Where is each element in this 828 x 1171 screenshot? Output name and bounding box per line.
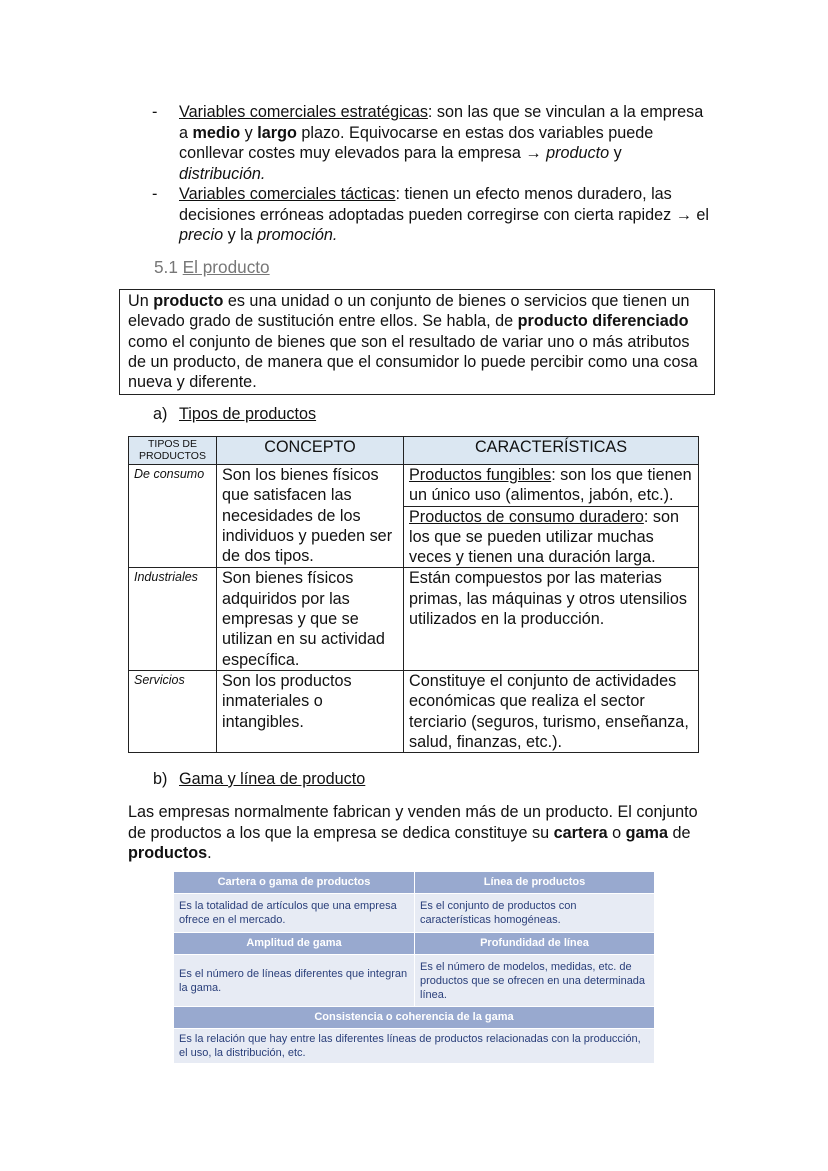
gama-cell-cartera: Es la totalidad de artículos que una empresa ofrece en el mercado. — [174, 894, 414, 932]
subheading-gama: b) Gama y línea de producto — [153, 770, 366, 788]
cell-concepto: Son los bienes físicos que satisfacen las necesidades de los individuos y pueden ser de dos tipos. — [217, 465, 404, 568]
header-caracteristicas: CARACTERÍSTICAS — [404, 437, 699, 465]
gama-header-linea: Línea de productos — [414, 872, 654, 893]
gama-cell-amplitud: Es el número de líneas diferentes que integran la gama. — [174, 955, 414, 1006]
subheading-tipos: a) Tipos de productos — [153, 405, 317, 423]
gama-intro-paragraph: Las empresas normalmente fabrican y venden más de un producto. El conjunto de productos a los que la empresa se dedica constituye su cartera o gama de productos. — [128, 803, 698, 862]
table-header-row — [129, 437, 699, 465]
list-item-estrategicas: - Variables comerciales estratégicas: son las que se vinculan a la empresa a medio y largo plazo. Equivocarse en estas dos variables puede conllevar costes muy elevados para la empresa → producto y distribución. — [152, 103, 704, 183]
cell-caracteristica: Productos de consumo duradero: son los que se pueden utilizar muchas veces y tienen una duración larga. — [404, 506, 699, 568]
gama-table — [174, 872, 654, 1063]
gama-header-amplitud: Amplitud de gama — [174, 933, 414, 954]
term-tacticas: Variables comerciales tácticas — [179, 185, 396, 203]
variables-list — [152, 102, 712, 246]
cell-tipo: Servicios — [129, 670, 217, 752]
cell-caracteristica: Productos fungibles: son los que tienen un único uso (alimentos, jabón, etc.). — [404, 465, 699, 507]
cell-concepto: Son bienes físicos adquiridos por las empresas y que se utilizan en su actividad específica. — [217, 568, 404, 670]
cell-concepto: Son los productos inmateriales o intangibles. — [217, 670, 404, 752]
cell-tipo: Industriales — [129, 568, 217, 670]
gama-cell-profundidad: Es el número de modelos, medidas, etc. de productos que se ofrecen en una determinada línea. — [414, 955, 654, 1006]
section-title: El producto — [182, 257, 270, 277]
table-row — [129, 568, 699, 670]
gama-cell-linea: Es el conjunto de productos con características homogéneas. — [414, 894, 654, 932]
term-estrategicas: Variables comerciales estratégicas — [179, 103, 428, 121]
section-heading: 5.1 El producto — [154, 257, 270, 277]
gama-cell-consistencia: Es la relación que hay entre las diferentes líneas de productos relacionadas con la producción, el uso, la distribución, etc. — [174, 1029, 654, 1063]
cell-tipo: De consumo — [129, 465, 217, 568]
table-row — [129, 670, 699, 752]
definition-box: Un producto es una unidad o un conjunto de bienes o servicios que tienen un elevado grado de sustitución entre ellos. Se habla, de producto diferenciado como el conjunto de bienes que son el resultado de variar uno o más atributos de un producto, de manera que el consumidor lo puede percibir como una cosa nueva y diferente. — [119, 289, 715, 395]
gama-header-cartera: Cartera o gama de productos — [174, 872, 414, 893]
table-row — [129, 465, 699, 507]
gama-header-consistencia: Consistencia o coherencia de la gama — [174, 1007, 654, 1028]
cell-caracteristica: Constituye el conjunto de actividades económicas que realiza el sector terciario (seguros, turismo, enseñanza, salud, finanzas, etc.). — [404, 670, 699, 752]
header-tipos: TIPOS DE PRODUCTOS — [129, 437, 217, 465]
cell-caracteristica: Están compuestos por las materias primas, las máquinas y otros utensilios utilizados en la producción. — [404, 568, 699, 670]
list-item-tacticas: - Variables comerciales tácticas: tienen un efecto menos duradero, las decisiones erróneas adoptadas pueden corregirse con cierta rapidez → el precio y la promoción. — [152, 185, 710, 244]
tipos-productos-table — [128, 436, 699, 753]
header-concepto: CONCEPTO — [217, 437, 404, 465]
gama-header-profundidad: Profundidad de línea — [414, 933, 654, 954]
